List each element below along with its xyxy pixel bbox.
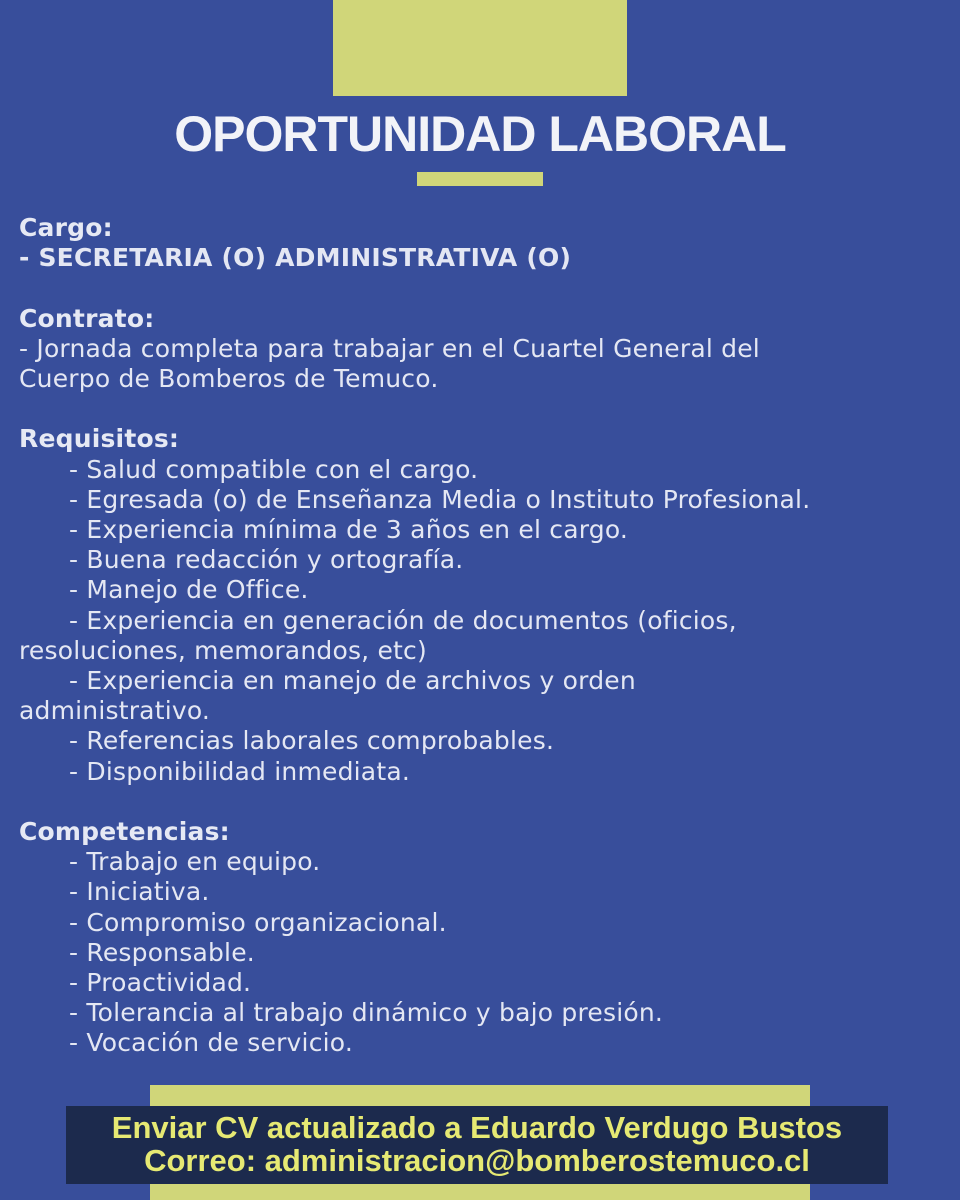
requisito-item: - Egresada (o) de Enseñanza Media o Instituto Profesional. <box>69 484 811 514</box>
spacer <box>19 787 949 817</box>
competencia-item: - Proactividad. <box>69 968 252 998</box>
contrato-line: - Jornada completa para trabajar en el Cuartel General del <box>19 333 760 363</box>
requisito-item: - Referencias laborales comprobables. <box>69 726 555 756</box>
requisito-item: - Disponibilidad inmediata. <box>69 756 410 786</box>
competencia-item: - Responsable. <box>69 937 255 967</box>
competencia-item: - Trabajo en equipo. <box>69 847 321 877</box>
page-title: OPORTUNIDAD LABORAL <box>174 106 786 162</box>
requisitos-heading: Requisitos: <box>19 424 180 454</box>
requisito-item-continuation: administrativo. <box>19 696 211 726</box>
competencia-item: - Compromiso organizacional. <box>69 907 447 937</box>
requisito-item: - Experiencia en generación de documentos (oficios, <box>69 605 737 635</box>
requisito-item: - Experiencia en manejo de archivos y orden <box>69 666 636 696</box>
contrato-line: Cuerpo de Bomberos de Temuco. <box>19 364 439 393</box>
requisito-item: - Experiencia mínima de 3 años en el cargo. <box>69 515 629 544</box>
competencia-item: - Tolerancia al trabajo dinámico y bajo presión. <box>69 998 664 1028</box>
requisito-item: - Salud compatible con el cargo. <box>69 454 479 484</box>
competencia-item: - Iniciativa. <box>69 877 210 907</box>
spacer <box>19 394 949 424</box>
posting-body <box>19 213 949 1059</box>
requisito-item-continuation: resoluciones, memorandos, etc) <box>19 635 427 665</box>
contrato-heading: Contrato: <box>19 303 155 333</box>
requisito-item: - Buena redacción y ortografía. <box>69 545 464 575</box>
cta-email: Correo: administracion@bomberostemuco.cl <box>144 1143 810 1178</box>
cta-send-cv: Enviar CV actualizado a Eduardo Verdugo Bustos <box>111 1110 843 1145</box>
top-accent-bar <box>333 0 627 96</box>
cargo-value: - SECRETARIA (O) ADMINISTRATIVA (O) <box>19 243 572 273</box>
title-underline <box>417 172 543 186</box>
competencias-heading: Competencias: <box>19 817 230 847</box>
spacer <box>19 273 949 303</box>
competencia-item: - Vocación de servicio. <box>69 1028 353 1058</box>
cargo-heading: Cargo: <box>19 213 113 242</box>
requisito-item: - Manejo de Office. <box>69 575 309 605</box>
